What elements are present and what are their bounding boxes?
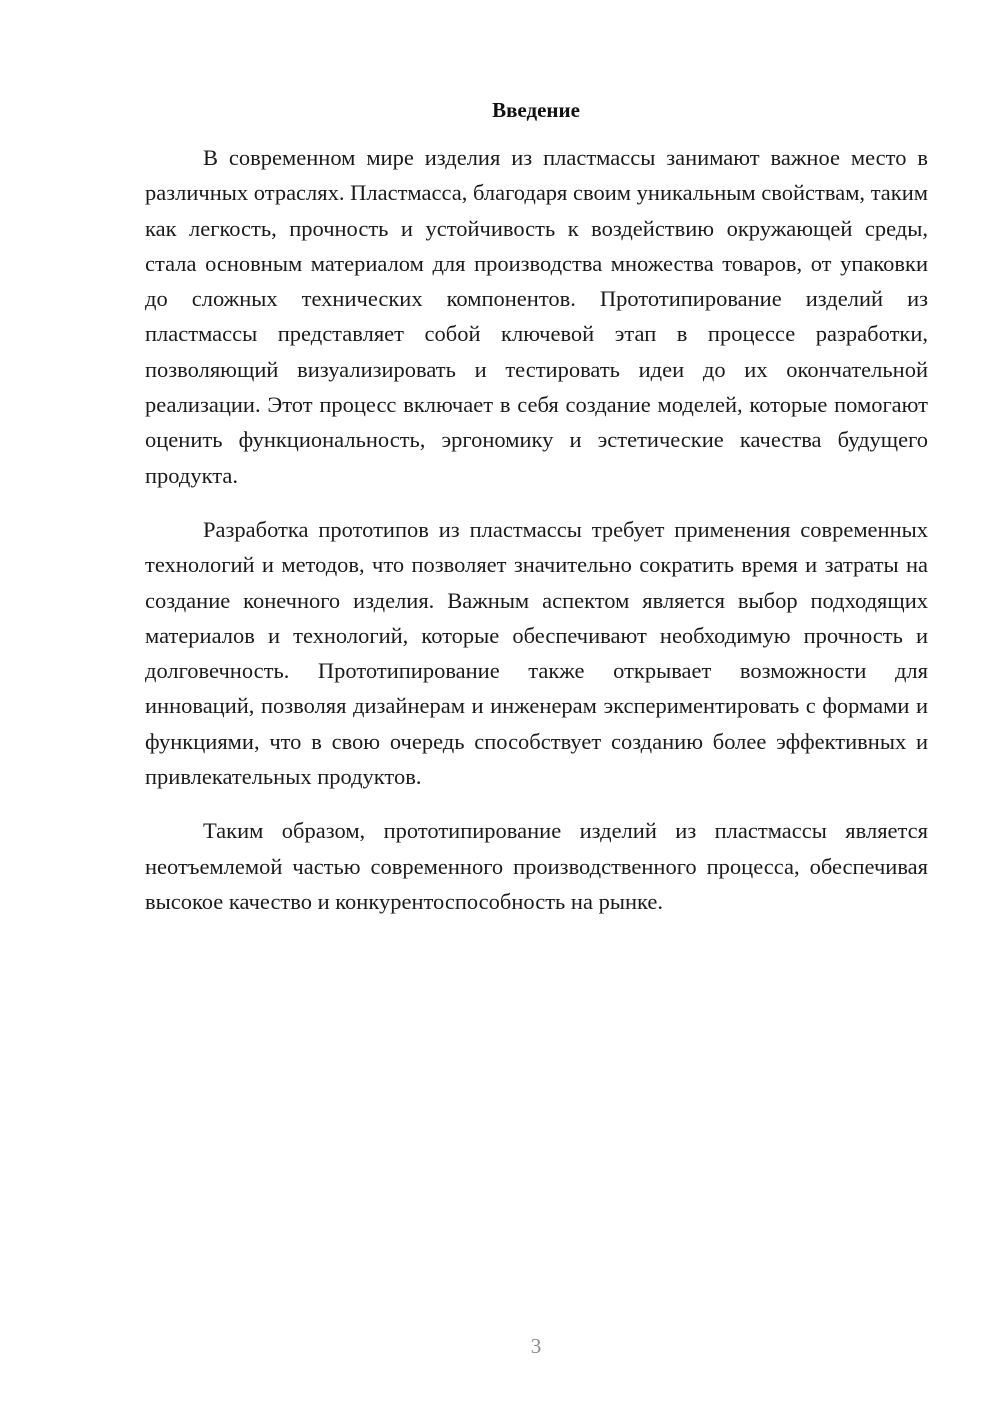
body-text (145, 140, 928, 938)
paragraph-3: Таким образом, прототипирование изделий из пластмассы является неотъемлемой частью современного производственного процесса, обеспечивая высокое качество и конкурентоспособность на рынке. (145, 818, 928, 914)
paragraph-1: В современном мире изделия из пластмассы занимают важное место в различных отраслях. Пластмасса, благодаря своим уникальным свойствам, таким как легкость, прочность и устойчивость к воздействию окружающей среды, стала основным материалом для производства множества товаров, от упаковки до сложных технических компонентов. Прототипирование изделий из пластмассы представляет собой ключевой этап в процессе разработки, позволяющий визуализировать и тестировать идеи до их окончательной реализации. Этот процесс включает в себя создание моделей, которые помогают оценить функциональность, эргономику и эстетические качества будущего продукта. (145, 145, 928, 488)
paragraph-2: Разработка прототипов из пластмассы требует применения современных технологий и методов, что позволяет значительно сократить время и затраты на создание конечного изделия. Важным аспектом является выбор подходящих материалов и технологий, которые обеспечивают необходимую прочность и долговечность. Прототипирование также открывает возможности для инноваций, позволяя дизайнерам и инженерам экспериментировать с формами и функциями, что в свою очередь способствует созданию более эффективных и привлекательных продуктов. (145, 516, 928, 790)
section-title: Введение (492, 98, 580, 122)
page-number: 3 (530, 1334, 542, 1358)
